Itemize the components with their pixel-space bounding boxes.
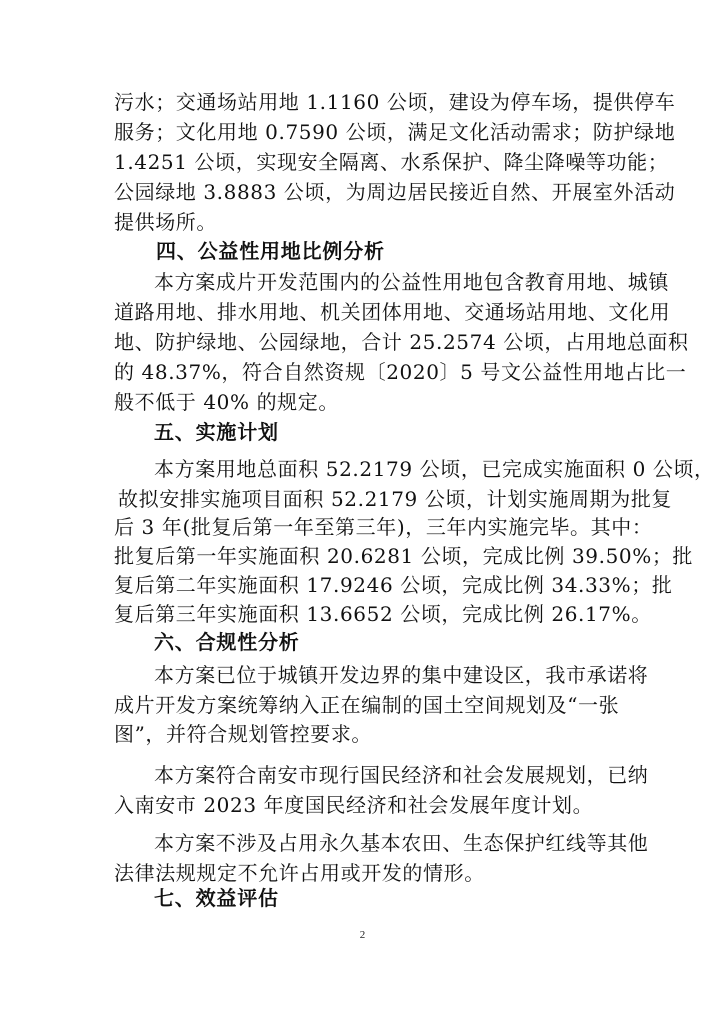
body-text-line: 1.4251 公顷，实现安全隔离、水系保护、降尘降噪等功能； xyxy=(114,150,669,174)
body-text-line: 批复后第一年实施面积 20.6281 公顷，完成比例 39.50%；批 xyxy=(114,544,694,568)
body-text-line: 服务；文化用地 0.7590 公顷，满足文化活动需求；防护绿地 xyxy=(114,120,676,144)
body-text-line: 般不低于 40% 的规定。 xyxy=(114,390,339,414)
body-text-line: 地、防护绿地、公园绿地，合计 25.2574 公顷，占用地总面积 xyxy=(114,330,689,354)
section-heading-7: 七、效益评估 xyxy=(154,886,279,910)
body-text-line: 道路用地、排水用地、机关团体用地、交通场站用地、文化用 xyxy=(114,300,671,324)
page-number: 2 xyxy=(359,929,366,941)
body-text-line: 故拟安排实施项目面积 52.2179 公顷，计划实施周期为批复 xyxy=(118,487,673,511)
body-text-line: 本方案成片开发范围内的公益性用地包含教育用地、城镇 xyxy=(154,270,669,294)
body-text-line: 提供场所。 xyxy=(114,210,217,234)
body-text-line: 图”，并符合规划管控要求。 xyxy=(114,722,373,746)
body-text-line: 复后第三年实施面积 13.6652 公顷，完成比例 26.17%。 xyxy=(114,602,652,626)
body-text-line: 本方案符合南安市现行国民经济和社会发展规划，已纳 xyxy=(154,763,649,787)
body-text-line: 复后第二年实施面积 17.9246 公顷，完成比例 34.33%；批 xyxy=(114,573,673,597)
body-text-line: 的 48.37%，符合自然资规〔2020〕5 号文公益性用地占比一 xyxy=(114,360,687,384)
section-heading-4: 四、公益性用地比例分析 xyxy=(156,239,385,263)
body-text-line: 本方案用地总面积 52.2179 公顷，已完成实施面积 0 公顷， xyxy=(154,457,715,481)
body-text-line: 本方案不涉及占用永久基本农田、生态保护红线等其他 xyxy=(154,831,649,855)
body-text-line: 本方案已位于城镇开发边界的集中建设区，我市承诺将 xyxy=(154,663,649,687)
section-heading-5: 五、实施计划 xyxy=(154,420,279,444)
section-heading-6: 六、合规性分析 xyxy=(154,630,300,654)
body-text-line: 成片开发方案统筹纳入正在编制的国土空间规划及“一张 xyxy=(114,693,620,717)
body-text-line: 后 3 年(批复后第一年至第三年)，三年内实施完毕。其中： xyxy=(114,515,653,539)
body-text-line: 污水；交通场站用地 1.1160 公顷，建设为停车场，提供停车 xyxy=(114,90,676,114)
body-text-line: 公园绿地 3.8883 公顷，为周边居民接近自然、开展室外活动 xyxy=(114,180,676,204)
body-text-line: 法律法规规定不允许占用或开发的情形。 xyxy=(114,861,485,885)
body-text-line: 入南安市 2023 年度国民经济和社会发展年度计划。 xyxy=(114,793,594,817)
